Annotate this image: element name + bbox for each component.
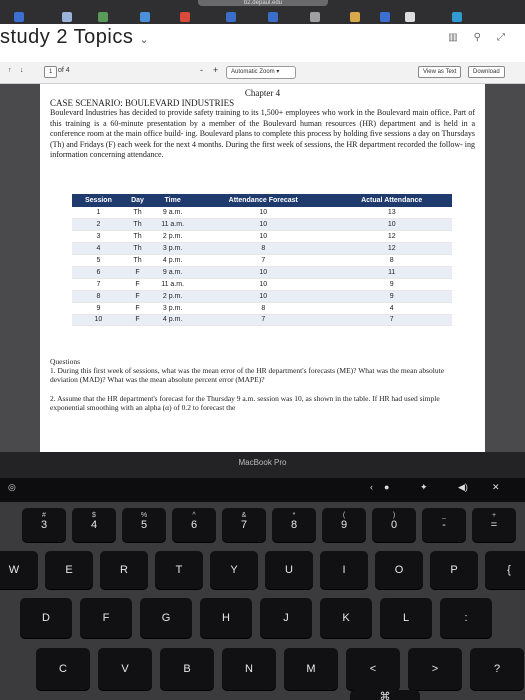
table-cell: 8 [195,243,331,255]
key-shift-label: * [292,512,296,519]
table-row [72,255,452,267]
key-letter[interactable] [222,648,276,690]
key-label: U [285,564,293,576]
table-cell: 2 p.m. [150,290,195,302]
key-letter[interactable] [320,598,372,638]
siri-icon[interactable]: ✦ [420,482,428,492]
key-label: 5 [140,519,148,531]
tab-favicon[interactable] [405,12,415,22]
table-cell: 5 [72,255,125,267]
table-cell: 2 p.m. [150,231,195,243]
brightness-icon[interactable]: ● [384,482,390,492]
key-letter[interactable] [470,648,524,690]
key-label: 8 [290,519,298,531]
table-header: Actual Attendance [331,194,452,207]
table-cell: 4 [72,243,125,255]
key-label: < [369,663,377,675]
question-2: 2. Assume that the HR department's forecast for the Thursday 9 a.m. session was 10, as shown in the table. If HR had used simple exponential smoothing with an alpha (α) of 0.2 to forecast the [50,394,440,412]
key-label: ? [493,663,501,675]
table-cell: F [125,278,150,290]
table-cell: 10 [195,266,331,278]
table-cell: 11 a.m. [150,219,195,231]
key-label: 6 [190,519,198,531]
key-label: G [161,612,171,624]
table-row [72,243,452,255]
key-number[interactable] [472,508,516,542]
table-cell: 11 a.m. [150,278,195,290]
toolbar-icon[interactable]: ⤢ [497,32,505,43]
table-cell: Th [125,207,150,219]
key-label: { [507,564,511,576]
tab-favicon[interactable] [226,12,236,22]
tab-favicon[interactable] [98,12,108,22]
key-label: Y [230,564,238,576]
key-label: I [342,564,346,576]
table-cell: F [125,290,150,302]
zoom-select-value: Automatic Zoom [231,69,275,75]
table-row [72,290,452,302]
key-label: R [120,564,128,576]
key-label: 3 [40,519,48,531]
table-cell: 10 [195,231,331,243]
tab-favicon[interactable] [140,12,150,22]
case-paragraph: Boulevard Industries has decided to provide safety training to its 1,500+ employees who work in the Boulevard main office. Part of this training is a 60-minute presentation by a member of the Boulevard human resources (HR) department and is held in a conference room at the main office build- ing. Boulevard plans to complete this process by holding five sessions a day on Thursdays (Th) and Fridays (F) each week for the next 4 months. During the first week of sessions, the HR department recorded the follow- ing information concerning attendance. [50,108,475,159]
table-cell: 9 [331,278,452,290]
table-cell: 3 [72,231,125,243]
safari-icon[interactable]: ◎ [8,482,16,492]
document-body [50,88,475,161]
case-title: CASE SCENARIO: BOULEVARD INDUSTRIES [50,98,235,108]
table-cell: F [125,266,150,278]
key-label: = [490,519,498,531]
table-cell: 12 [331,243,452,255]
key-label: T [175,564,183,576]
table-cell: 4 [331,302,452,314]
next-page-icon[interactable]: ↓ [20,67,24,74]
chevron-down-icon: ▾ [276,69,280,75]
table-cell: 10 [195,290,331,302]
chevron-left-icon[interactable]: ‹ [370,482,373,492]
table-row [72,231,452,243]
table-cell: 7 [72,278,125,290]
table-cell: 7 [195,255,331,267]
page-title-text: study 2 Topics [0,26,134,48]
key-number[interactable] [22,508,66,542]
table-cell: 13 [331,207,452,219]
table-cell: F [125,302,150,314]
key-letter[interactable] [260,598,312,638]
table-cell: 4 p.m. [150,314,195,326]
prev-page-icon[interactable]: ↑ [8,67,12,74]
key-letter[interactable] [155,551,203,589]
tab-favicon[interactable] [268,12,278,22]
key-label: W [8,564,20,576]
table-cell: 1 [72,207,125,219]
key-letter[interactable] [200,598,252,638]
table-cell: 10 [195,278,331,290]
key-label: M [306,663,316,675]
key-label: B [183,663,191,675]
key-label: 0 [390,519,398,531]
questions-section [50,357,470,412]
key-number[interactable] [222,508,266,542]
key-label: - [442,519,446,531]
table-cell: 11 [331,266,452,278]
key-letter[interactable] [440,598,492,638]
table-cell: 9 [72,302,125,314]
key-label: V [121,663,129,675]
pdf-toolbar [0,62,525,84]
table-cell: 4 p.m. [150,255,195,267]
key-number[interactable] [172,508,216,542]
zoom-select[interactable] [226,66,296,79]
key-label: 9 [340,519,348,531]
key-letter[interactable] [210,551,258,589]
laptop-brand-label: MacBook Pro [238,458,287,467]
tab-favicon[interactable] [310,12,320,22]
key-letter[interactable] [408,648,462,690]
touch-bar[interactable] [0,478,525,502]
table-header: Time [150,194,195,207]
table-row [72,266,452,278]
table-row [72,314,452,326]
key-letter[interactable] [375,551,423,589]
key-label: D [42,612,50,624]
key-label: N [245,663,253,675]
table-cell: 7 [331,314,452,326]
key-label: K [342,612,350,624]
table-cell: 2 [72,219,125,231]
toolbar-icon[interactable]: ▥ [448,32,458,43]
site-header [0,24,525,62]
table-cell: F [125,314,150,326]
key-shift-label: _ [442,512,446,519]
key-shift-label: # [42,512,46,519]
table-cell: 8 [195,302,331,314]
key-label: L [402,612,410,624]
key-label: C [59,663,67,675]
key-shift-label: ) [392,512,396,519]
tab-favicon[interactable] [350,12,360,22]
table-cell: Th [125,231,150,243]
table-row [72,278,452,290]
table-row [72,219,452,231]
key-label: ⌘ [379,691,391,700]
table-cell: 8 [331,255,452,267]
tab-favicon[interactable] [180,12,190,22]
key-letter[interactable] [320,551,368,589]
table-cell: 3 p.m. [150,302,195,314]
view-as-text-button[interactable]: View as Text [418,66,461,78]
table-header: Attendance Forecast [195,194,331,207]
key-shift-label: ( [342,512,346,519]
key-number[interactable] [122,508,166,542]
key-label: : [464,612,468,624]
key-number[interactable] [322,508,366,542]
key-letter[interactable] [346,648,400,690]
table-body [72,207,452,326]
zoom-in-button[interactable]: + [213,65,219,75]
key-letter[interactable] [45,551,93,589]
questions-heading: Questions [50,357,80,366]
table-cell: 10 [195,219,331,231]
key-shift-label: & [241,512,247,519]
table-cell: 10 [331,219,452,231]
key-letter[interactable] [100,551,148,589]
header-icons [448,32,505,43]
key-shift-label: + [491,512,497,519]
table-cell: 8 [72,290,125,302]
page-title[interactable] [0,26,149,49]
key-shift-label: ^ [192,512,196,519]
table-cell: Th [125,219,150,231]
table-cell: 3 p.m. [150,243,195,255]
key-label: 7 [240,519,248,531]
table-header: Day [125,194,150,207]
key-letter[interactable] [265,551,313,589]
table-cell: 10 [72,314,125,326]
key-label: J [283,612,289,624]
table-cell: 10 [195,207,331,219]
table-cell: 7 [195,314,331,326]
table-cell: 6 [72,266,125,278]
table-cell: Th [125,255,150,267]
key-label: H [222,612,230,624]
key-number[interactable] [72,508,116,542]
key-letter[interactable] [140,598,192,638]
key-letter[interactable] [160,648,214,690]
table-header: Session [72,194,125,207]
tab-favicon[interactable] [62,12,72,22]
chapter-heading: Chapter 4 [244,88,281,98]
key-label: P [450,564,458,576]
key-letter[interactable] [0,551,38,589]
question-1: 1. During this first week of sessions, what was the mean error of the HR department's forecasts (ME)? What was the mean absolute deviation (MAD)? What was the mean absolute percent error (MAPE)? [50,366,445,384]
key-letter[interactable] [380,598,432,638]
key-number[interactable] [272,508,316,542]
page-number-input[interactable]: 1 [44,66,57,78]
table-row [72,302,452,314]
key-number[interactable] [422,508,466,542]
key-letter[interactable] [430,551,478,589]
key-number[interactable] [372,508,416,542]
key-command[interactable] [350,690,420,700]
key-letter[interactable] [36,648,90,690]
zoom-out-button[interactable]: - [200,65,203,75]
key-label: E [65,564,73,576]
table-cell: 12 [331,231,452,243]
download-button[interactable]: Download [468,66,505,78]
table-cell: 9 a.m. [150,266,195,278]
table-cell: 9 a.m. [150,207,195,219]
table-cell: Th [125,243,150,255]
attendance-table [72,194,452,326]
key-letter[interactable] [80,598,132,638]
table-row [72,207,452,219]
chevron-down-icon[interactable]: ⌄ [139,34,150,46]
key-letter[interactable] [284,648,338,690]
key-label: F [102,612,110,624]
key-letter[interactable] [20,598,72,638]
url-bar[interactable]: b2.depaul.edu [198,0,328,6]
page-total: of 4 [58,67,70,74]
table-cell: 9 [331,290,452,302]
tab-favicon[interactable] [452,12,462,22]
table-header-row [72,194,452,207]
key-shift-label: $ [92,512,96,519]
key-label: 4 [90,519,98,531]
browser-tab-bar [0,0,525,24]
toolbar-icon[interactable]: ⚲ [473,32,481,43]
pdf-page [40,84,485,452]
volume-icon[interactable]: ◀) [458,482,468,492]
key-letter[interactable] [98,648,152,690]
key-letter[interactable] [485,551,525,589]
key-shift-label: % [140,512,148,519]
key-label: O [394,564,404,576]
tab-favicon[interactable] [380,12,390,22]
key-label: > [431,663,439,675]
tab-favicon[interactable] [14,12,24,22]
mute-icon[interactable]: ✕ [492,482,500,492]
